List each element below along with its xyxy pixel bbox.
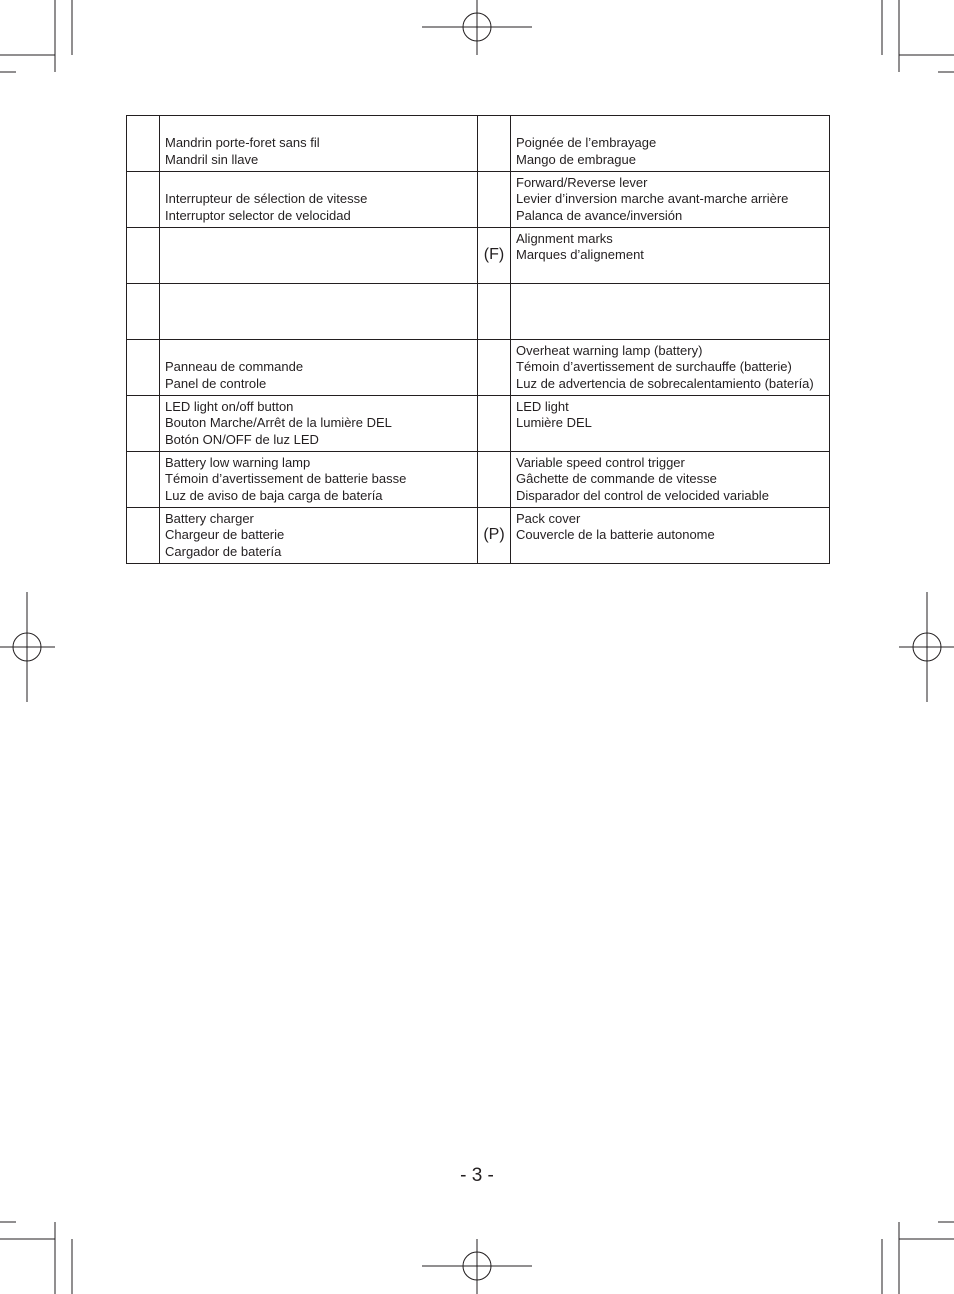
description-line: Marques d’alignement xyxy=(516,247,644,263)
description-line: Poignée de l’embrayage xyxy=(516,135,657,151)
table-row xyxy=(127,116,830,172)
description-line: LED light xyxy=(516,398,569,414)
table-row xyxy=(127,172,830,228)
left-key-cell xyxy=(127,116,160,172)
right-key-cell: (F) xyxy=(478,228,511,284)
description-line xyxy=(516,432,825,449)
right-key-cell: (P) xyxy=(478,508,511,564)
left-key-cell xyxy=(127,284,160,340)
right-key-cell xyxy=(478,116,511,172)
left-description-cell xyxy=(160,452,478,508)
description-line: Botón ON/OFF de luz LED xyxy=(165,431,319,447)
description-line: Interruptor selector de velocidad xyxy=(165,207,351,223)
description-line: Témoin d’avertissement de surchauffe (batterie) xyxy=(516,359,792,375)
right-description-cell xyxy=(511,340,830,396)
description-line xyxy=(516,320,825,337)
description-line xyxy=(165,247,473,264)
description-line xyxy=(516,287,825,304)
description-line xyxy=(516,544,825,561)
description-line xyxy=(165,320,473,337)
table-row xyxy=(127,508,830,564)
right-key-cell xyxy=(478,396,511,452)
description-line: Variable speed control trigger xyxy=(516,454,685,470)
description-line xyxy=(165,303,473,320)
left-key-cell xyxy=(127,228,160,284)
left-description-cell xyxy=(160,116,478,172)
right-description-cell xyxy=(511,228,830,284)
description-line: Luz de aviso de baja carga de batería xyxy=(165,487,383,503)
description-line xyxy=(516,119,825,136)
table-row xyxy=(127,284,830,340)
right-description-cell xyxy=(511,116,830,172)
description-line xyxy=(165,119,473,136)
description-line xyxy=(165,287,473,304)
description-line: Palanca de avance/inversión xyxy=(516,207,683,223)
right-key-cell xyxy=(478,452,511,508)
left-description-cell xyxy=(160,340,478,396)
left-description-cell xyxy=(160,284,478,340)
parts-list-body xyxy=(127,116,830,564)
description-line: Lumière DEL xyxy=(516,415,592,431)
right-description-cell xyxy=(511,452,830,508)
description-line: Luz de advertencia de sobrecalentamiento (batería) xyxy=(516,375,814,391)
left-description-cell xyxy=(160,172,478,228)
description-line: Alignment marks xyxy=(516,230,613,246)
left-description-cell xyxy=(160,228,478,284)
right-description-cell xyxy=(511,396,830,452)
table-row xyxy=(127,340,830,396)
description-line xyxy=(165,231,473,248)
table-row xyxy=(127,452,830,508)
left-key-cell xyxy=(127,396,160,452)
description-line xyxy=(516,303,825,320)
description-line: Battery low warning lamp xyxy=(165,454,311,470)
left-key-cell xyxy=(127,452,160,508)
page-number: - 3 - xyxy=(460,1165,494,1186)
description-line: Gâchette de commande de vitesse xyxy=(516,471,717,487)
right-key-cell xyxy=(478,172,511,228)
left-key-cell xyxy=(127,508,160,564)
table-row xyxy=(127,396,830,452)
right-description-cell xyxy=(511,508,830,564)
description-line: Battery charger xyxy=(165,510,254,526)
right-key-cell xyxy=(478,340,511,396)
description-line xyxy=(516,264,825,281)
description-line xyxy=(165,343,473,360)
description-line: Levier d’inversion marche avant-marche arrière xyxy=(516,191,789,207)
left-key-cell xyxy=(127,340,160,396)
description-line: Mandril sin llave xyxy=(165,151,259,167)
description-line: Témoin d’avertissement de batterie basse xyxy=(165,471,407,487)
description-line: Couvercle de la batterie autonome xyxy=(516,527,715,543)
left-key-cell xyxy=(127,172,160,228)
description-line xyxy=(165,264,473,281)
right-description-cell xyxy=(511,284,830,340)
right-key-cell xyxy=(478,284,511,340)
description-line: Chargeur de batterie xyxy=(165,527,285,543)
description-line: Pack cover xyxy=(516,510,581,526)
description-line: LED light on/off button xyxy=(165,398,294,414)
description-line: Panel de controle xyxy=(165,375,267,391)
description-line: Disparador del control de velocided variable xyxy=(516,487,769,503)
description-line: Mango de embrague xyxy=(516,151,636,167)
parts-list-table xyxy=(126,115,830,564)
description-line xyxy=(165,175,473,192)
description-line: Overheat warning lamp (battery) xyxy=(516,342,703,358)
description-line: Forward/Reverse lever xyxy=(516,174,648,190)
description-line: Interrupteur de sélection de vitesse xyxy=(165,191,368,207)
right-description-cell xyxy=(511,172,830,228)
description-line: Mandrin porte-foret sans fil xyxy=(165,135,320,151)
description-line: Cargador de batería xyxy=(165,543,282,559)
description-line: Bouton Marche/Arrêt de la lumière DEL xyxy=(165,415,392,431)
left-description-cell xyxy=(160,508,478,564)
left-description-cell xyxy=(160,396,478,452)
table-row xyxy=(127,228,830,284)
description-line: Panneau de commande xyxy=(165,359,304,375)
